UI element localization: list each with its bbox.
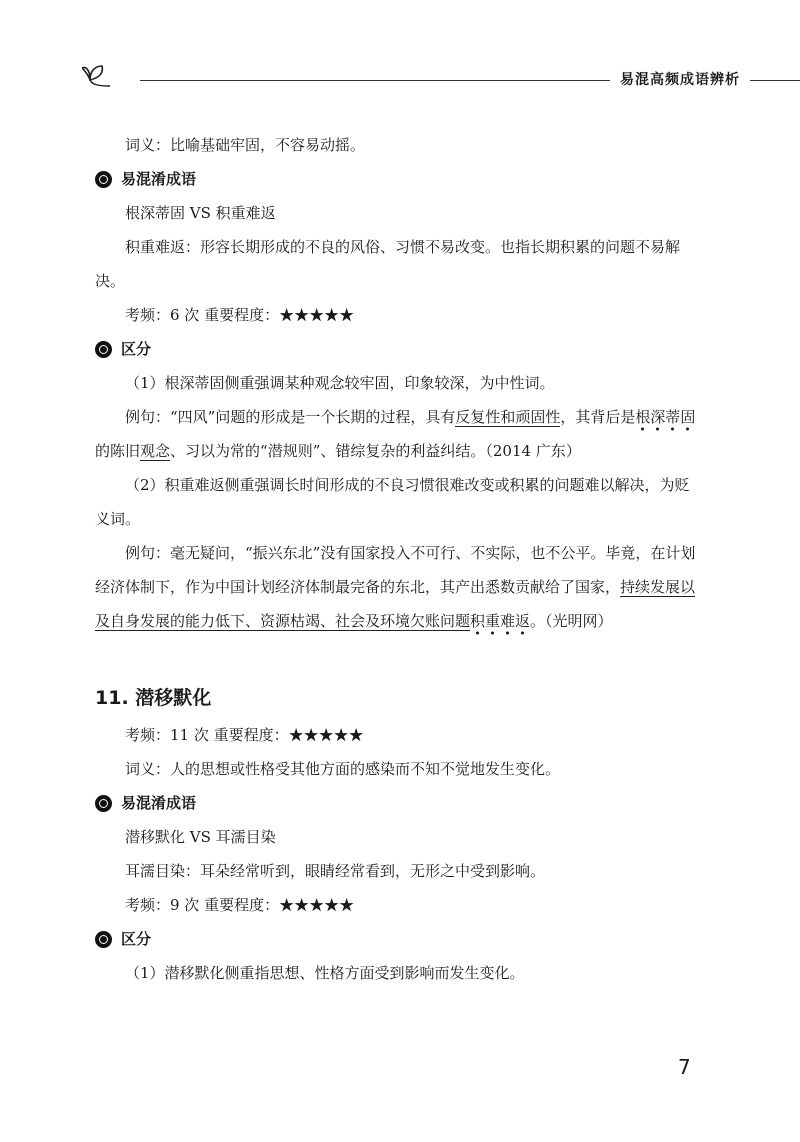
idiom-pair: 潜移默化 VS 耳濡目染	[125, 828, 276, 846]
confusable-heading	[95, 162, 699, 196]
distinguish-heading	[95, 332, 699, 366]
underlined-phrase: 反复性和顽固性	[455, 408, 561, 426]
example-sentence-1	[95, 400, 699, 468]
frequency-line: 考频：11 次 重要程度：★★★★★	[125, 726, 364, 744]
header-rule-left	[140, 80, 610, 81]
underlined-phrase: 观念	[140, 442, 171, 460]
header-rule-right	[750, 80, 800, 81]
definition-line: 耳濡目染：耳朵经常听到，眼睛经常看到，无形之中受到影响。	[125, 862, 546, 880]
point-2: （2）积重难返侧重强调长时间形成的不良习惯很难改变或积累的问题难以解决，为贬义词。	[95, 476, 690, 528]
sprout-icon	[82, 56, 118, 88]
bullet-icon	[95, 171, 112, 188]
confusable-heading-label: 易混淆成语	[121, 170, 197, 188]
example-text: 例句：“四风”问题的形成是一个长期的过程，具有	[125, 408, 456, 426]
bullet-icon	[95, 341, 112, 358]
entry-title: 11. 潜移默化	[95, 687, 212, 709]
distinguish-heading	[95, 922, 699, 956]
emphasis-idiom: 根深蒂固	[635, 408, 695, 432]
frequency-line: 考频：9 次 重要程度：★★★★★	[125, 896, 355, 914]
running-header	[80, 56, 740, 96]
distinguish-heading-label: 区分	[121, 340, 152, 358]
example-text: 的陈旧	[95, 442, 141, 460]
point-1: （1）潜移默化侧重指思想、性格方面受到影响而发生变化。	[125, 964, 525, 982]
underlined-phrase: 持续发展以及自身发展的能力低下、资源枯竭、社会及环境欠账问题	[95, 578, 696, 630]
bullet-icon	[95, 795, 112, 812]
emphasis-idiom: 积重难返	[470, 612, 530, 636]
example-text: 例句：毫无疑问，“振兴东北”没有国家投入不可行、不实际，也不公平。毕竟，在计划经济体制下，作为中国计划经济体制最完备的东北，其产出悉数贡献给了国家，	[95, 544, 696, 596]
meaning-line: 词义：比喻基础牢固，不容易动摇。	[125, 136, 366, 154]
example-sentence-2	[95, 536, 699, 638]
definition-line: 积重难返：形容长期形成的不良的风俗、习惯不易改变。也指长期积累的问题不易解决。	[95, 238, 681, 290]
header-title: 易混高频成语辨析	[620, 72, 740, 88]
example-text: ，其背后是	[560, 408, 636, 426]
page-number: 7	[678, 1055, 691, 1079]
example-text: 。（光明网）	[530, 612, 613, 630]
page-content	[95, 128, 699, 990]
idiom-pair: 根深蒂固 VS 积重难返	[125, 204, 276, 222]
distinguish-heading-label: 区分	[121, 930, 152, 948]
meaning-line: 词义：人的思想或性格受其他方面的感染而不知不觉地发生变化。	[125, 760, 561, 778]
frequency-line: 考频：6 次 重要程度：★★★★★	[125, 306, 355, 324]
example-text: 、习以为常的“潜规则”、错综复杂的利益纠结。（2014 广东）	[170, 442, 581, 460]
point-1: （1）根深蒂固侧重强调某种观念较牢固，印象较深，为中性词。	[125, 374, 555, 392]
confusable-heading	[95, 786, 699, 820]
bullet-icon	[95, 931, 112, 948]
confusable-heading-label: 易混淆成语	[121, 794, 197, 812]
